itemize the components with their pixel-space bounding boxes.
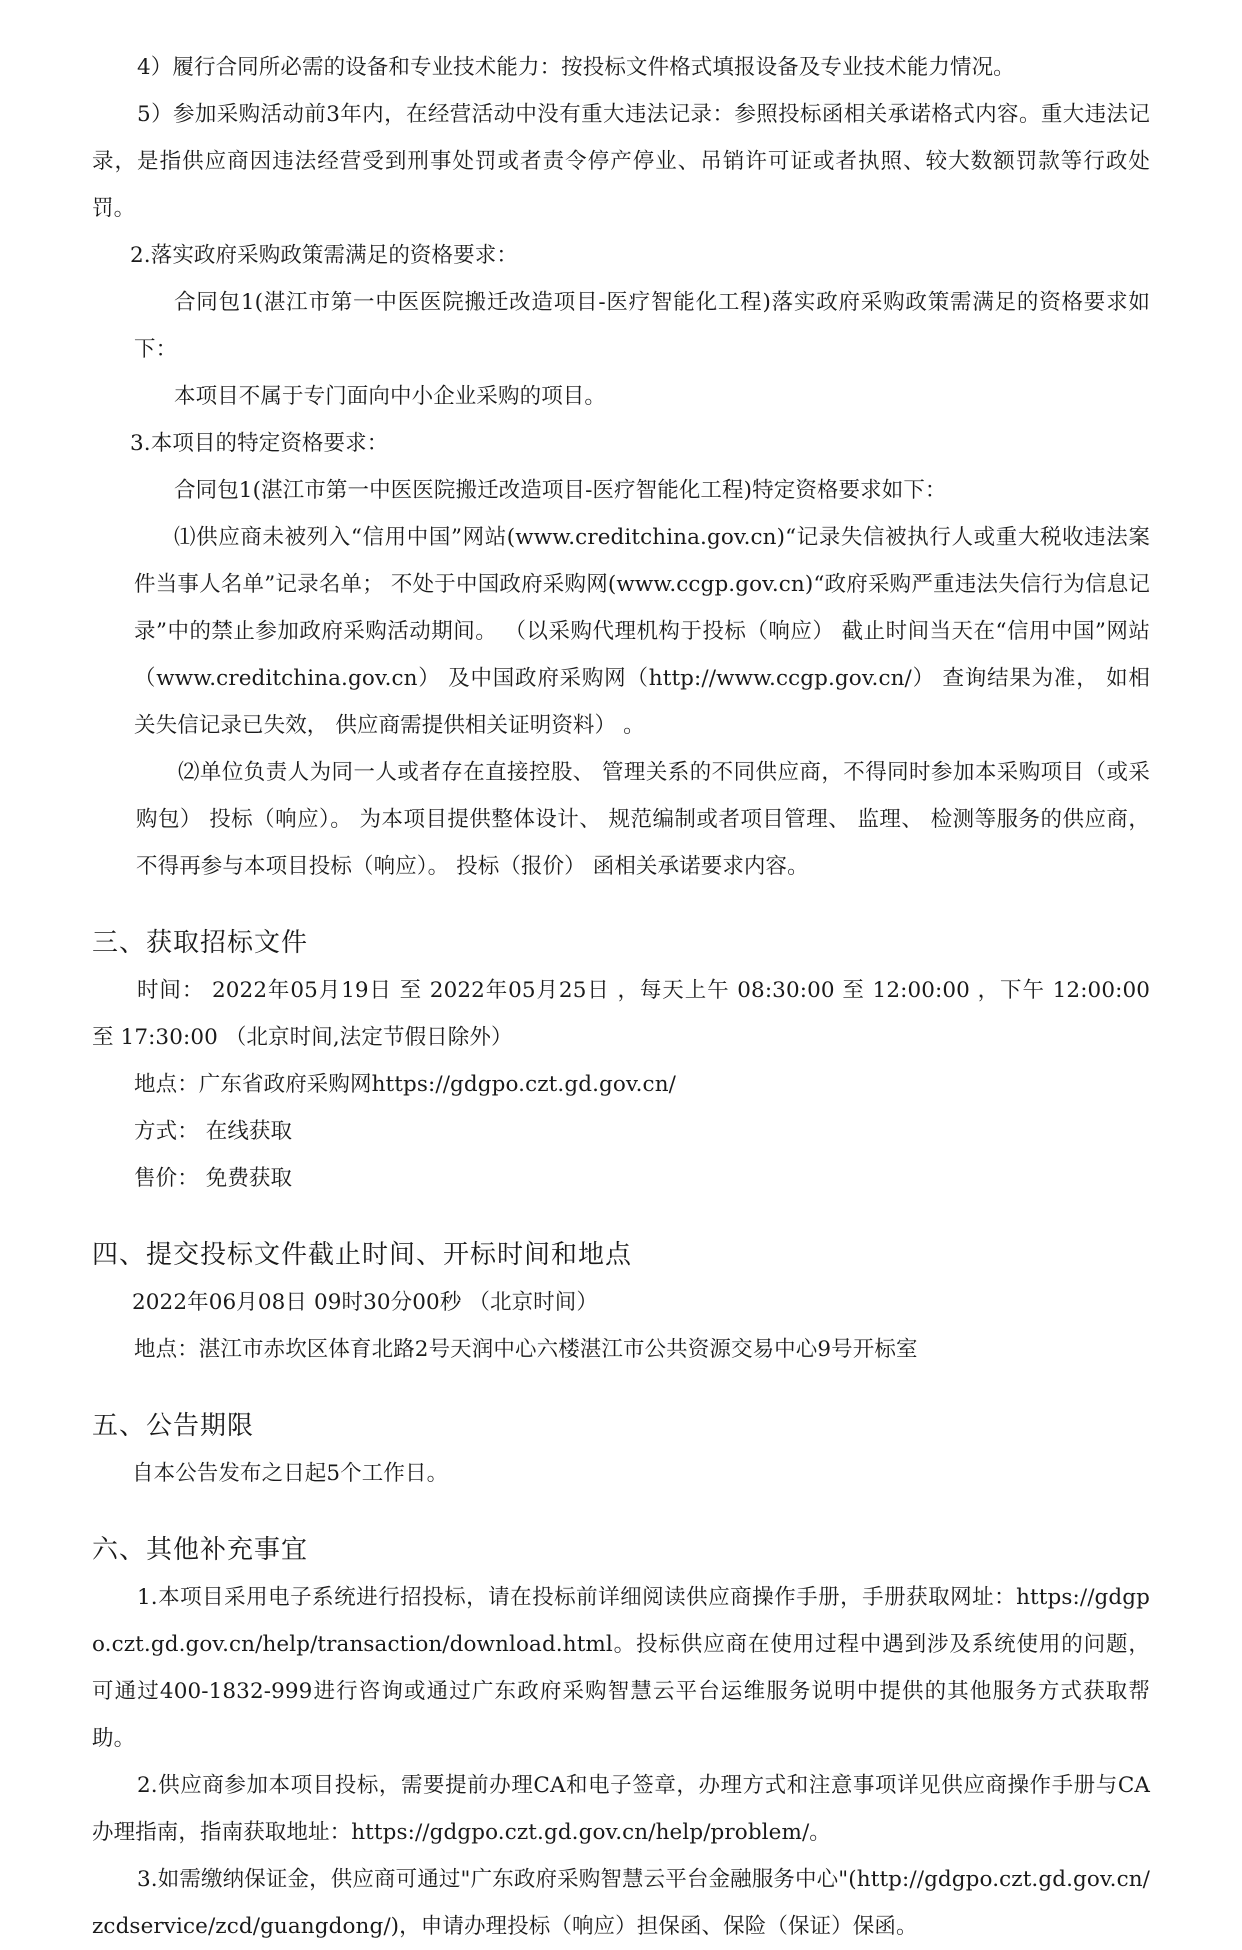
spacer — [92, 1497, 1150, 1527]
spacer — [92, 1373, 1150, 1403]
qualification-item-5: 5）参加采购活动前3年内，在经营活动中没有重大违法记录：参照投标函相关承诺格式内容。重大违法记录，是指供应商因违法经营受到刑事处罚或者责令停产停业、吊销许可证或者执照、较大数额罚款等行政处罚。 — [92, 102, 1150, 221]
section-heading-6: 六、其他补充事宜 — [92, 1535, 309, 1565]
supplementary-item-1: 1.本项目采用电子系统进行招投标，请在投标前详细阅读供应商操作手册，手册获取网址：https://gdgpo.czt.gd.gov.cn/help/transaction/download.html。投标供应商在使用过程中遇到涉及系统使用的问题，可通过400-1832-999进行咨询或通过广东政府采购智慧云平台运维服务说明中提供的其他服务方式获取帮助。 — [92, 1585, 1150, 1751]
specific-requirement-body: 合同包1(湛江市第一中医医院搬迁改造项目-医疗智能化工程)特定资格要求如下： — [174, 478, 947, 503]
acquisition-place: 地点：广东省政府采购网https://gdgpo.czt.gd.gov.cn/ — [134, 1072, 676, 1097]
acquisition-method: 方式： 在线获取 — [134, 1119, 293, 1144]
specific-requirement-item-1: ⑴供应商未被列入“信用中国”网站(www.creditchina.gov.cn)“记录失信被执行人或重大税收违法案件当事人名单”记录名单； 不处于中国政府采购网(www.ccgp.gov.cn)“政府采购严重违法失信行为信息记录”中的禁止参加政府采购活动期间。 （以采购代理机构于投标（响应） 截止时间当天在“信用中国”网站（www.creditchina.gov.cn） 及中国政府采购网（http://www.ccgp.gov.cn/） 查询结果为准， 如相关失信记录已失效， 供应商需提供相关证明资料） 。 — [134, 525, 1150, 738]
announcement-period-text: 自本公告发布之日起5个工作日。 — [132, 1461, 449, 1486]
policy-requirement-title: 2.落实政府采购政策需满足的资格要求： — [130, 243, 518, 268]
section-heading-5: 五、公告期限 — [92, 1411, 255, 1441]
bid-deadline: 2022年06月08日 09时30分00秒 （北京时间） — [132, 1290, 598, 1315]
section-heading-3: 三、获取招标文件 — [92, 928, 309, 958]
specific-requirement-title: 3.本项目的特定资格要求： — [130, 431, 389, 456]
spacer — [92, 890, 1150, 920]
qualification-item-4: 4）履行合同所必需的设备和专业技术能力：按投标文件格式填报设备及专业技术能力情况。 — [137, 55, 1015, 80]
supplementary-item-2: 2.供应商参加本项目投标，需要提前办理CA和电子签章，办理方式和注意事项详见供应商操作手册与CA办理指南，指南获取地址：https://gdgpo.czt.gd.gov.cn/help/problem/。 — [92, 1773, 1150, 1845]
policy-requirement-body: 合同包1(湛江市第一中医医院搬迁改造项目-医疗智能化工程)落实政府采购政策需满足的资格要求如下： — [134, 290, 1150, 362]
acquisition-time: 时间： 2022年05月19日 至 2022年05月25日 ，每天上午 08:30:00 至 12:00:00 ，下午 12:00:00 至 17:30:00 （北京时间,法定节假日除外） — [92, 978, 1150, 1050]
spacer — [92, 1202, 1150, 1232]
section-heading-4: 四、提交投标文件截止时间、开标时间和地点 — [92, 1240, 633, 1270]
specific-requirement-item-2: ⑵单位负责人为同一人或者存在直接控股、 管理关系的不同供应商，不得同时参加本采购项目（或采购包） 投标（响应）。 为本项目提供整体设计、 规范编制或者项目管理、 监理、 检测等服务的供应商， 不得再参与本项目投标（响应）。 投标（报价） 函相关承诺要求内容。 — [136, 760, 1150, 879]
policy-requirement-note: 本项目不属于专门面向中小企业采购的项目。 — [174, 384, 607, 409]
bid-opening-place: 地点：湛江市赤坎区体育北路2号天润中心六楼湛江市公共资源交易中心9号开标室 — [134, 1337, 918, 1362]
acquisition-price: 售价： 免费获取 — [134, 1166, 293, 1191]
supplementary-item-3: 3.如需缴纳保证金，供应商可通过"广东政府采购智慧云平台金融服务中心"(http://gdgpo.czt.gd.gov.cn/zcdservice/zcd/guangdong/)，申请办理投标（响应）担保函、保险（保证）保函。 — [92, 1867, 1150, 1939]
